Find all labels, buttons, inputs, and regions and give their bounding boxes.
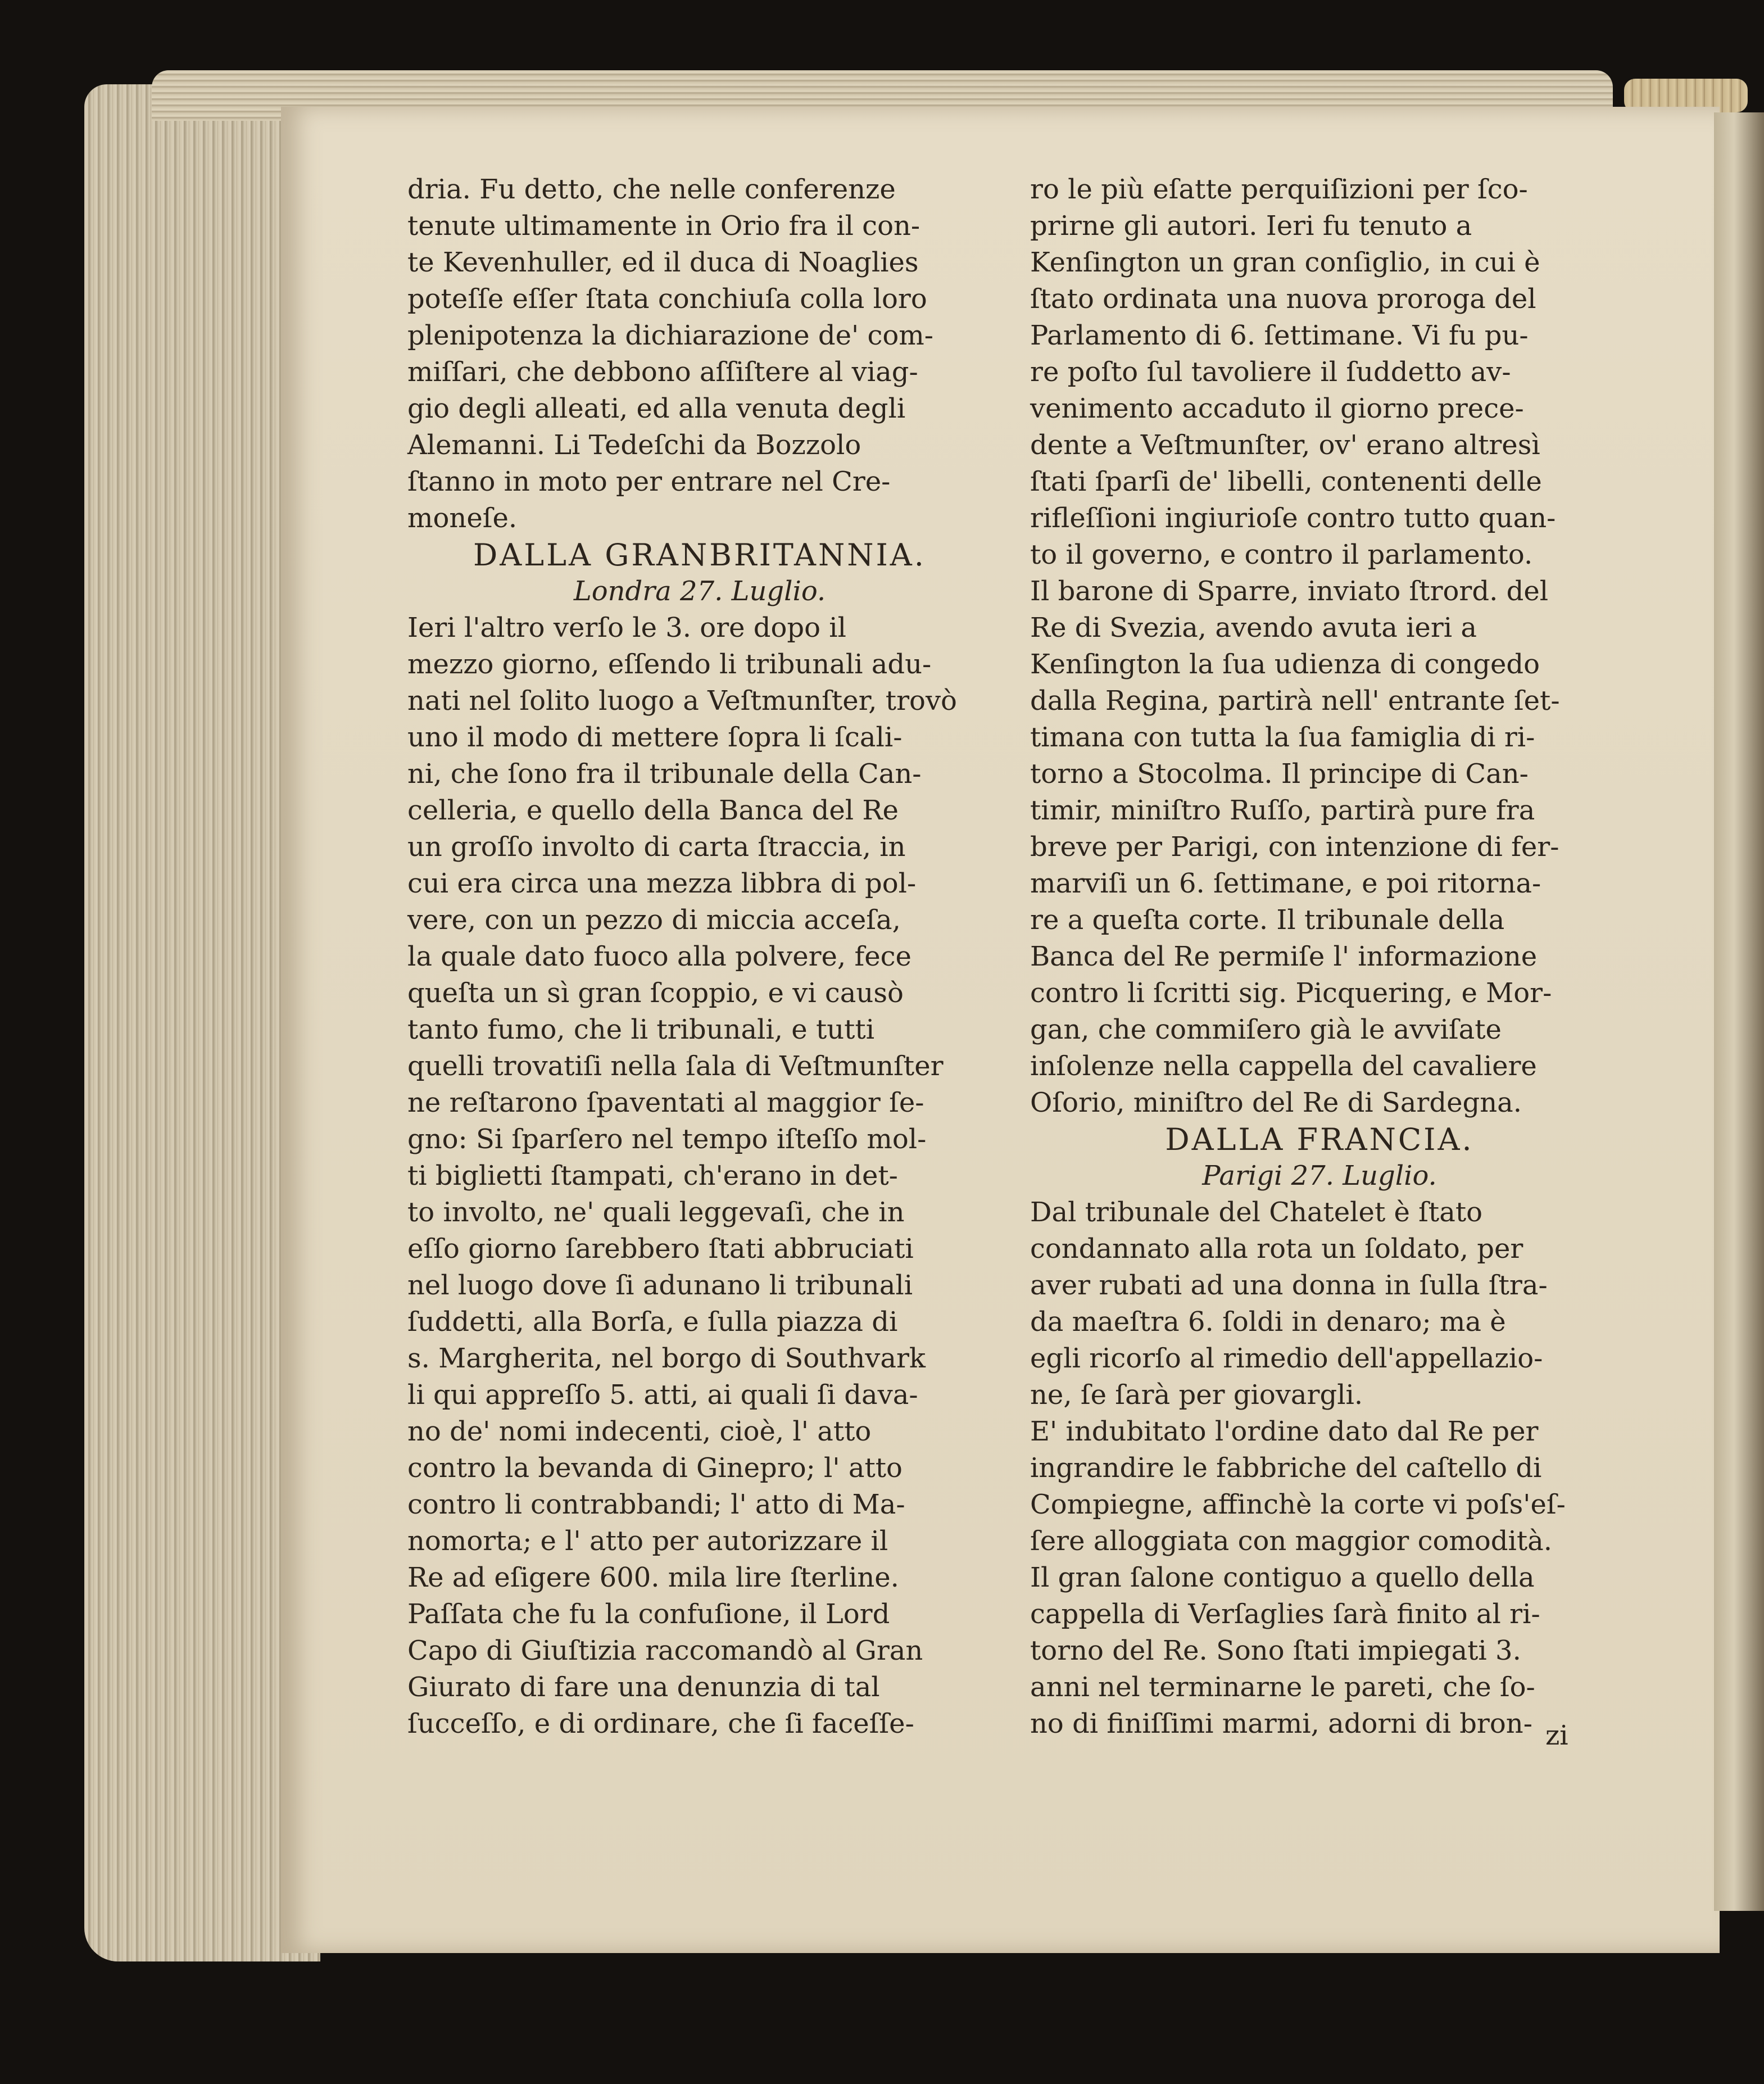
text-line: ſucceſſo, e di ordinare, che ſi faceſſe- xyxy=(407,1708,914,1739)
text-line: eſſo giorno ſarebbero ſtati abbruciati xyxy=(407,1233,914,1265)
text-line: condannato alla rota un ſoldato, per xyxy=(1030,1233,1523,1265)
right-top-paragraph xyxy=(1030,171,1609,1121)
catchword: zi xyxy=(1545,1720,1568,1751)
text-line: Dal tribunale del Chatelet è ſtato xyxy=(1030,1197,1483,1228)
text-line: ni, che ſono fra il tribunale della Can- xyxy=(407,758,922,790)
right-text-column xyxy=(1030,171,1609,1742)
section-heading-francia: DALLA FRANCIA. xyxy=(1165,1122,1474,1157)
text-line: marviſi un 6. ſettimane, e poi ritorna- xyxy=(1030,868,1541,899)
text-line: cappella di Verſaglies ſarà finito al ri- xyxy=(1030,1598,1540,1630)
text-line: cui era circa una mezza libbra di pol- xyxy=(407,868,917,899)
text-line: E' indubitato l'ordine dato dal Re per xyxy=(1030,1416,1539,1447)
text-line: no de' nomi indecenti, cioè, l' atto xyxy=(407,1416,872,1447)
text-line: prirne gli autori. Ieri fu tenuto a xyxy=(1030,210,1472,242)
text-line: ſtanno in moto per entrare nel Cre- xyxy=(407,466,891,497)
text-line: Kenſington la ſua udienza di congedo xyxy=(1030,649,1540,680)
text-line: ti biglietti ſtampati, ch'erano in det- xyxy=(407,1160,898,1191)
text-line: poteſſe eſſer ſtata conchiuſa colla loro xyxy=(407,283,927,315)
text-line: to il governo, e contro il parlamento. xyxy=(1030,539,1533,570)
text-line: ne reſtarono ſpaventati al maggior ſe- xyxy=(407,1087,924,1118)
text-line: torno del Re. Sono ſtati impiegati 3. xyxy=(1030,1635,1521,1666)
text-line: Il gran ſalone contiguo a quello della xyxy=(1030,1562,1535,1593)
text-line: quelli trovatiſi nella ſala di Veſtmunſter xyxy=(407,1050,944,1082)
text-line: moneſe. xyxy=(407,502,518,534)
text-line: miſſari, che debbono aſſiſtere al viag- xyxy=(407,356,918,388)
text-line: dente a Veſtmunſter, ov' erano altresì xyxy=(1030,429,1540,461)
text-line: torno a Stocolma. Il principe di Can- xyxy=(1030,758,1529,790)
text-line: re a queſta corte. Il tribunale della xyxy=(1030,904,1505,936)
text-line: mezzo giorno, eſſendo li tribunali adu- xyxy=(407,649,932,680)
text-line: Re ad eſigere 600. mila lire ſterline. xyxy=(407,1562,899,1593)
text-line: Kenſington un gran conſiglio, in cui è xyxy=(1030,247,1540,278)
text-line: egli ricorſo al rimedio dell'appellazio- xyxy=(1030,1343,1543,1374)
facing-page-edge xyxy=(1714,112,1764,1911)
text-line: Il barone di Sparre, inviato ſtrord. del xyxy=(1030,576,1549,607)
text-line: Parlamento di 6. ſettimane. Vi fu pu- xyxy=(1030,320,1529,351)
text-line: anni nel terminarne le pareti, che ſo- xyxy=(1030,1671,1535,1703)
text-line: timir, miniſtro Ruſſo, partirà pure fra xyxy=(1030,795,1535,826)
text-line: ſere alloggiata con maggior comodità. xyxy=(1030,1525,1553,1557)
text-line: queſta un sì gran ſcoppio, e vi causò xyxy=(407,977,904,1009)
text-line: re poſto ſul tavoliere il ſuddetto av- xyxy=(1030,356,1511,388)
text-line: Capo di Giuſtizia raccomandò al Gran xyxy=(407,1635,923,1666)
text-line: un groſſo involto di carta ſtraccia, in xyxy=(407,831,906,863)
text-line: rifleſſioni ingiurioſe contro tutto quan- xyxy=(1030,502,1556,534)
text-line: venimento accaduto il giorno prece- xyxy=(1030,393,1524,424)
text-line: ſtati ſparſi de' libelli, contenenti delle xyxy=(1030,466,1542,497)
text-line: timana con tutta la ſua famiglia di ri- xyxy=(1030,722,1535,753)
text-line: contro li ſcritti sig. Picquering, e Mor- xyxy=(1030,977,1552,1009)
text-line: Compiegne, affinchè la corte vi poſs'eſ- xyxy=(1030,1489,1566,1520)
text-line: da maeſtra 6. ſoldi in denaro; ma è xyxy=(1030,1306,1506,1338)
text-line: gan, che commiſero già le avviſate xyxy=(1030,1014,1502,1045)
text-line: contro li contrabbandi; l' atto di Ma- xyxy=(407,1489,905,1520)
text-line: Re di Svezia, avendo avuta ieri a xyxy=(1030,612,1477,644)
left-body-paragraph xyxy=(407,610,992,1742)
text-line: s. Margherita, nel borgo di Southvark xyxy=(407,1343,926,1374)
text-line: la quale dato fuoco alla polvere, fece xyxy=(407,941,912,972)
text-line: gio degli alleati, ed alla venuta degli xyxy=(407,393,906,424)
text-line: to involto, ne' quali leggevaſi, che in xyxy=(407,1197,905,1228)
section-heading-granbritannia: DALLA GRANBRITANNIA. xyxy=(473,537,926,573)
text-line: ſuddetti, alla Borſa, e ſulla piazza di xyxy=(407,1306,898,1338)
right-body-paragraph xyxy=(1030,1194,1609,1742)
dateline-londra: Londra 27. Luglio. xyxy=(573,576,826,607)
text-line: ingrandire le fabbriche del caſtello di xyxy=(1030,1452,1542,1484)
text-line: tenute ultimamente in Orio fra il con- xyxy=(407,210,920,242)
text-line: uno il modo di mettere ſopra li ſcali- xyxy=(407,722,903,753)
text-line: nati nel ſolito luogo a Veſtmunſter, trovò xyxy=(407,685,957,717)
text-line: ro le più eſatte perquiſizioni per ſco- xyxy=(1030,174,1528,205)
text-line: Giurato di fare una denunzia di tal xyxy=(407,1671,880,1703)
left-text-column xyxy=(407,171,992,1742)
text-line: inſolenze nella cappella del cavaliere xyxy=(1030,1050,1537,1082)
text-line: no di finiſſimi marmi, adorni di bron- xyxy=(1030,1708,1532,1739)
text-line: contro la bevanda di Ginepro; l' atto xyxy=(407,1452,903,1484)
text-line: Alemanni. Li Tedeſchi da Bozzolo xyxy=(407,429,861,461)
text-line: celleria, e quello della Banca del Re xyxy=(407,795,899,826)
left-top-paragraph xyxy=(407,171,992,537)
text-line: Ieri l'altro verſo le 3. ore dopo il xyxy=(407,612,847,644)
text-line: nel luogo dove ſi adunano li tribunali xyxy=(407,1270,913,1301)
text-line: li qui appreſſo 5. atti, ai quali ſi dava- xyxy=(407,1379,918,1411)
text-line: aver rubati ad una donna in ſulla ſtra- xyxy=(1030,1270,1548,1301)
text-line: te Kevenhuller, ed il duca di Noaglies xyxy=(407,247,919,278)
text-line: breve per Parigi, con intenzione di fer- xyxy=(1030,831,1559,863)
dateline-parigi: Parigi 27. Luglio. xyxy=(1202,1160,1437,1191)
text-line: dria. Fu detto, che nelle conferenze xyxy=(407,174,896,205)
text-line: nomorta; e l' atto per autorizzare il xyxy=(407,1525,888,1557)
text-line: ne, ſe ſarà per giovargli. xyxy=(1030,1379,1363,1411)
text-line: Paſſata che fu la confuſione, il Lord xyxy=(407,1598,890,1630)
text-line: vere, con un pezzo di miccia acceſa, xyxy=(407,904,901,936)
text-line: Banca del Re permiſe l' informazione xyxy=(1030,941,1538,972)
text-line: Oſorio, miniſtro del Re di Sardegna. xyxy=(1030,1087,1522,1118)
text-line: plenipotenza la dichiarazione de' com- xyxy=(407,320,933,351)
text-line: dalla Regina, partirà nell' entrante ſet- xyxy=(1030,685,1560,717)
text-line: gno: Si ſparſero nel tempo iſteſſo mol- xyxy=(407,1123,927,1155)
text-line: ſtato ordinata una nuova proroga del xyxy=(1030,283,1536,315)
text-line: tanto fumo, che li tribunali, e tutti xyxy=(407,1014,875,1045)
